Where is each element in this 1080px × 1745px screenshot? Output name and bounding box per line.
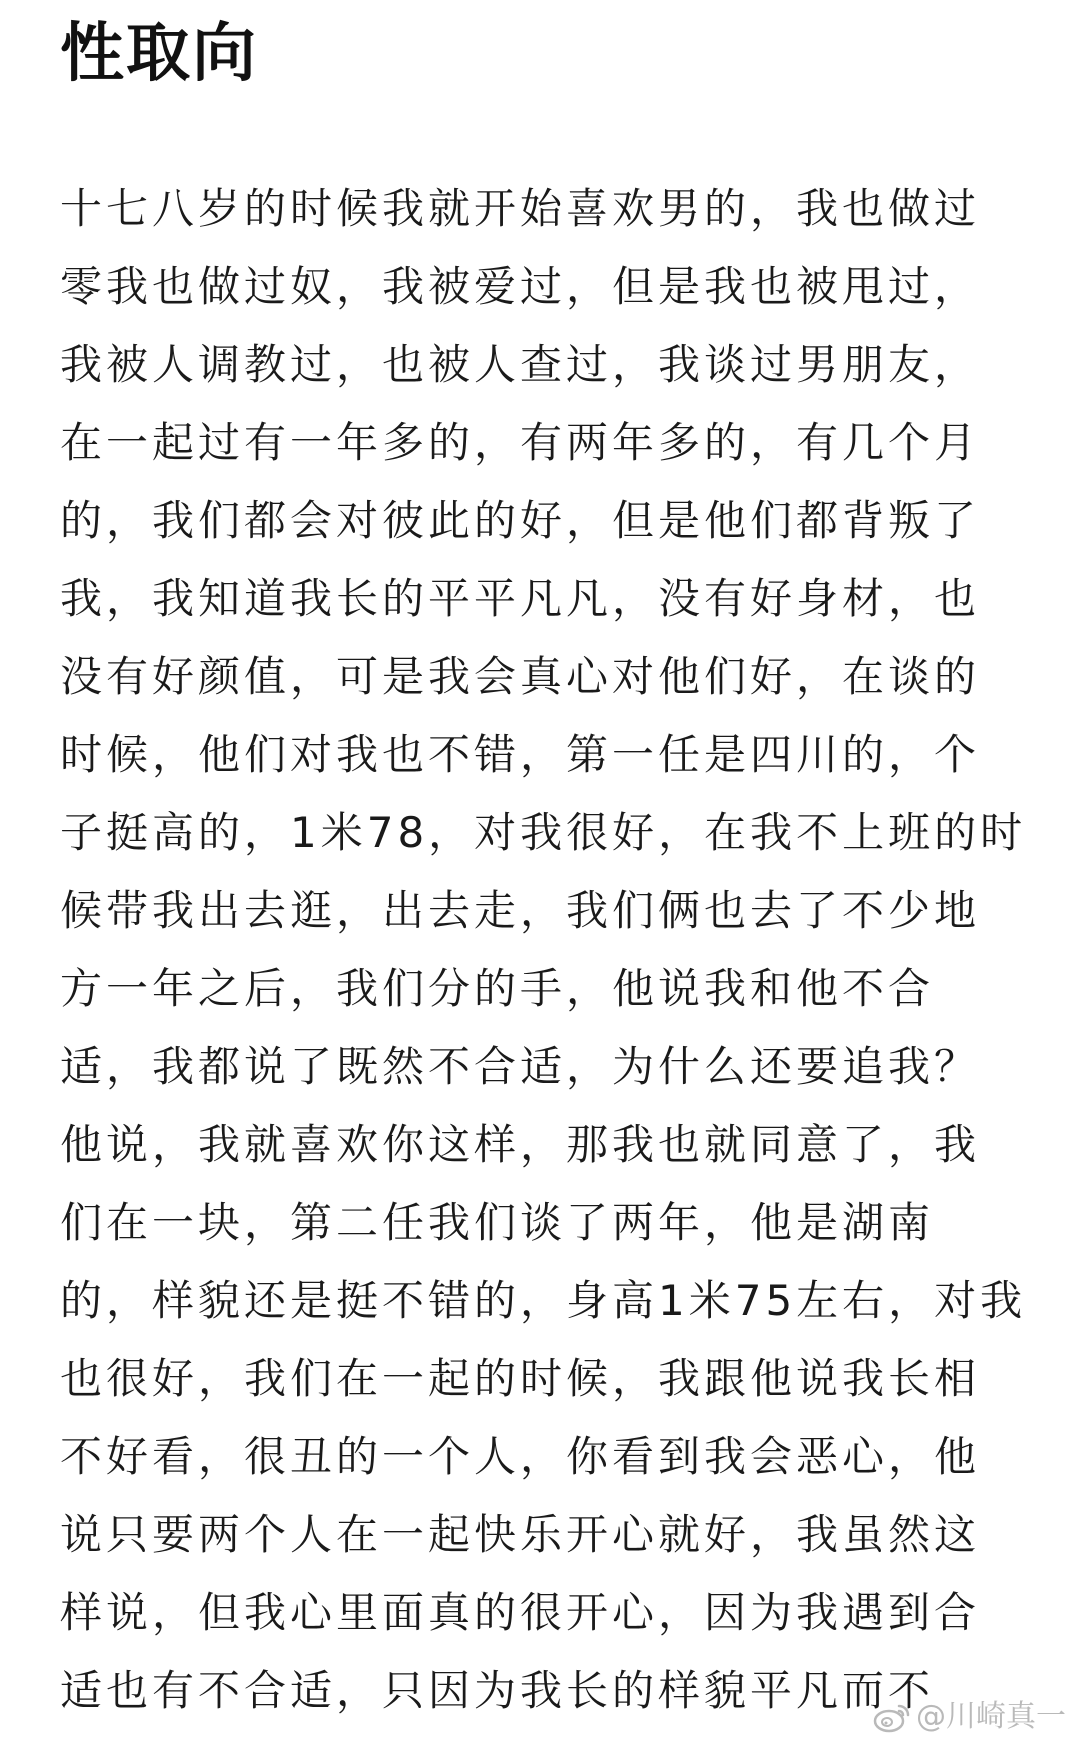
weibo-watermark [872, 1697, 1066, 1737]
body-line: 们在一块，第二任我们谈了两年，他是湖南 [60, 1198, 935, 1247]
post-title: 性取向 [60, 17, 258, 91]
body-line: 的，我们都会对彼此的好，但是他们都背叛了 [60, 496, 981, 545]
body-line: 我被人调教过，也被人查过，我谈过男朋友， [60, 340, 981, 389]
body-line: 也很好，我们在一起的时候，我跟他说我长相 [60, 1354, 981, 1403]
body-line: 在一起过有一年多的，有两年多的，有几个月 [60, 418, 981, 467]
watermark-handle: @川崎真一 [916, 1699, 1066, 1734]
body-line: 样说，但我心里面真的很开心，因为我遇到合 [60, 1588, 981, 1637]
body-line: 时候，他们对我也不错，第一任是四川的，个 [60, 730, 981, 779]
body-line: 适也有不合适，只因为我长的样貌平凡而不 [60, 1666, 935, 1715]
body-line: 十七八岁的时候我就开始喜欢男的，我也做过 [60, 184, 981, 233]
body-line: 候带我出去逛，出去走，我们俩也去了不少地 [60, 886, 981, 935]
body-line: 他说，我就喜欢你这样，那我也就同意了，我 [60, 1120, 981, 1169]
body-line: 不好看，很丑的一个人，你看到我会恶心，他 [60, 1432, 981, 1481]
body-line: 零我也做过奴，我被爱过，但是我也被甩过， [60, 262, 981, 311]
body-line: 说只要两个人在一起快乐开心就好，我虽然这 [60, 1510, 981, 1559]
body-line: 子挺高的，1米78，对我很好，在我不上班的时 [60, 808, 1027, 857]
post-body [60, 170, 1027, 1730]
weibo-icon [872, 1700, 912, 1734]
body-line: 适，我都说了既然不合适，为什么还要追我？ [60, 1042, 981, 1091]
body-line: 的，样貌还是挺不错的，身高1米75左右，对我 [60, 1276, 1027, 1325]
body-line: 没有好颜值，可是我会真心对他们好，在谈的 [60, 652, 981, 701]
body-line: 方一年之后，我们分的手，他说我和他不合 [60, 964, 935, 1013]
body-line: 我，我知道我长的平平凡凡，没有好身材，也 [60, 574, 981, 623]
